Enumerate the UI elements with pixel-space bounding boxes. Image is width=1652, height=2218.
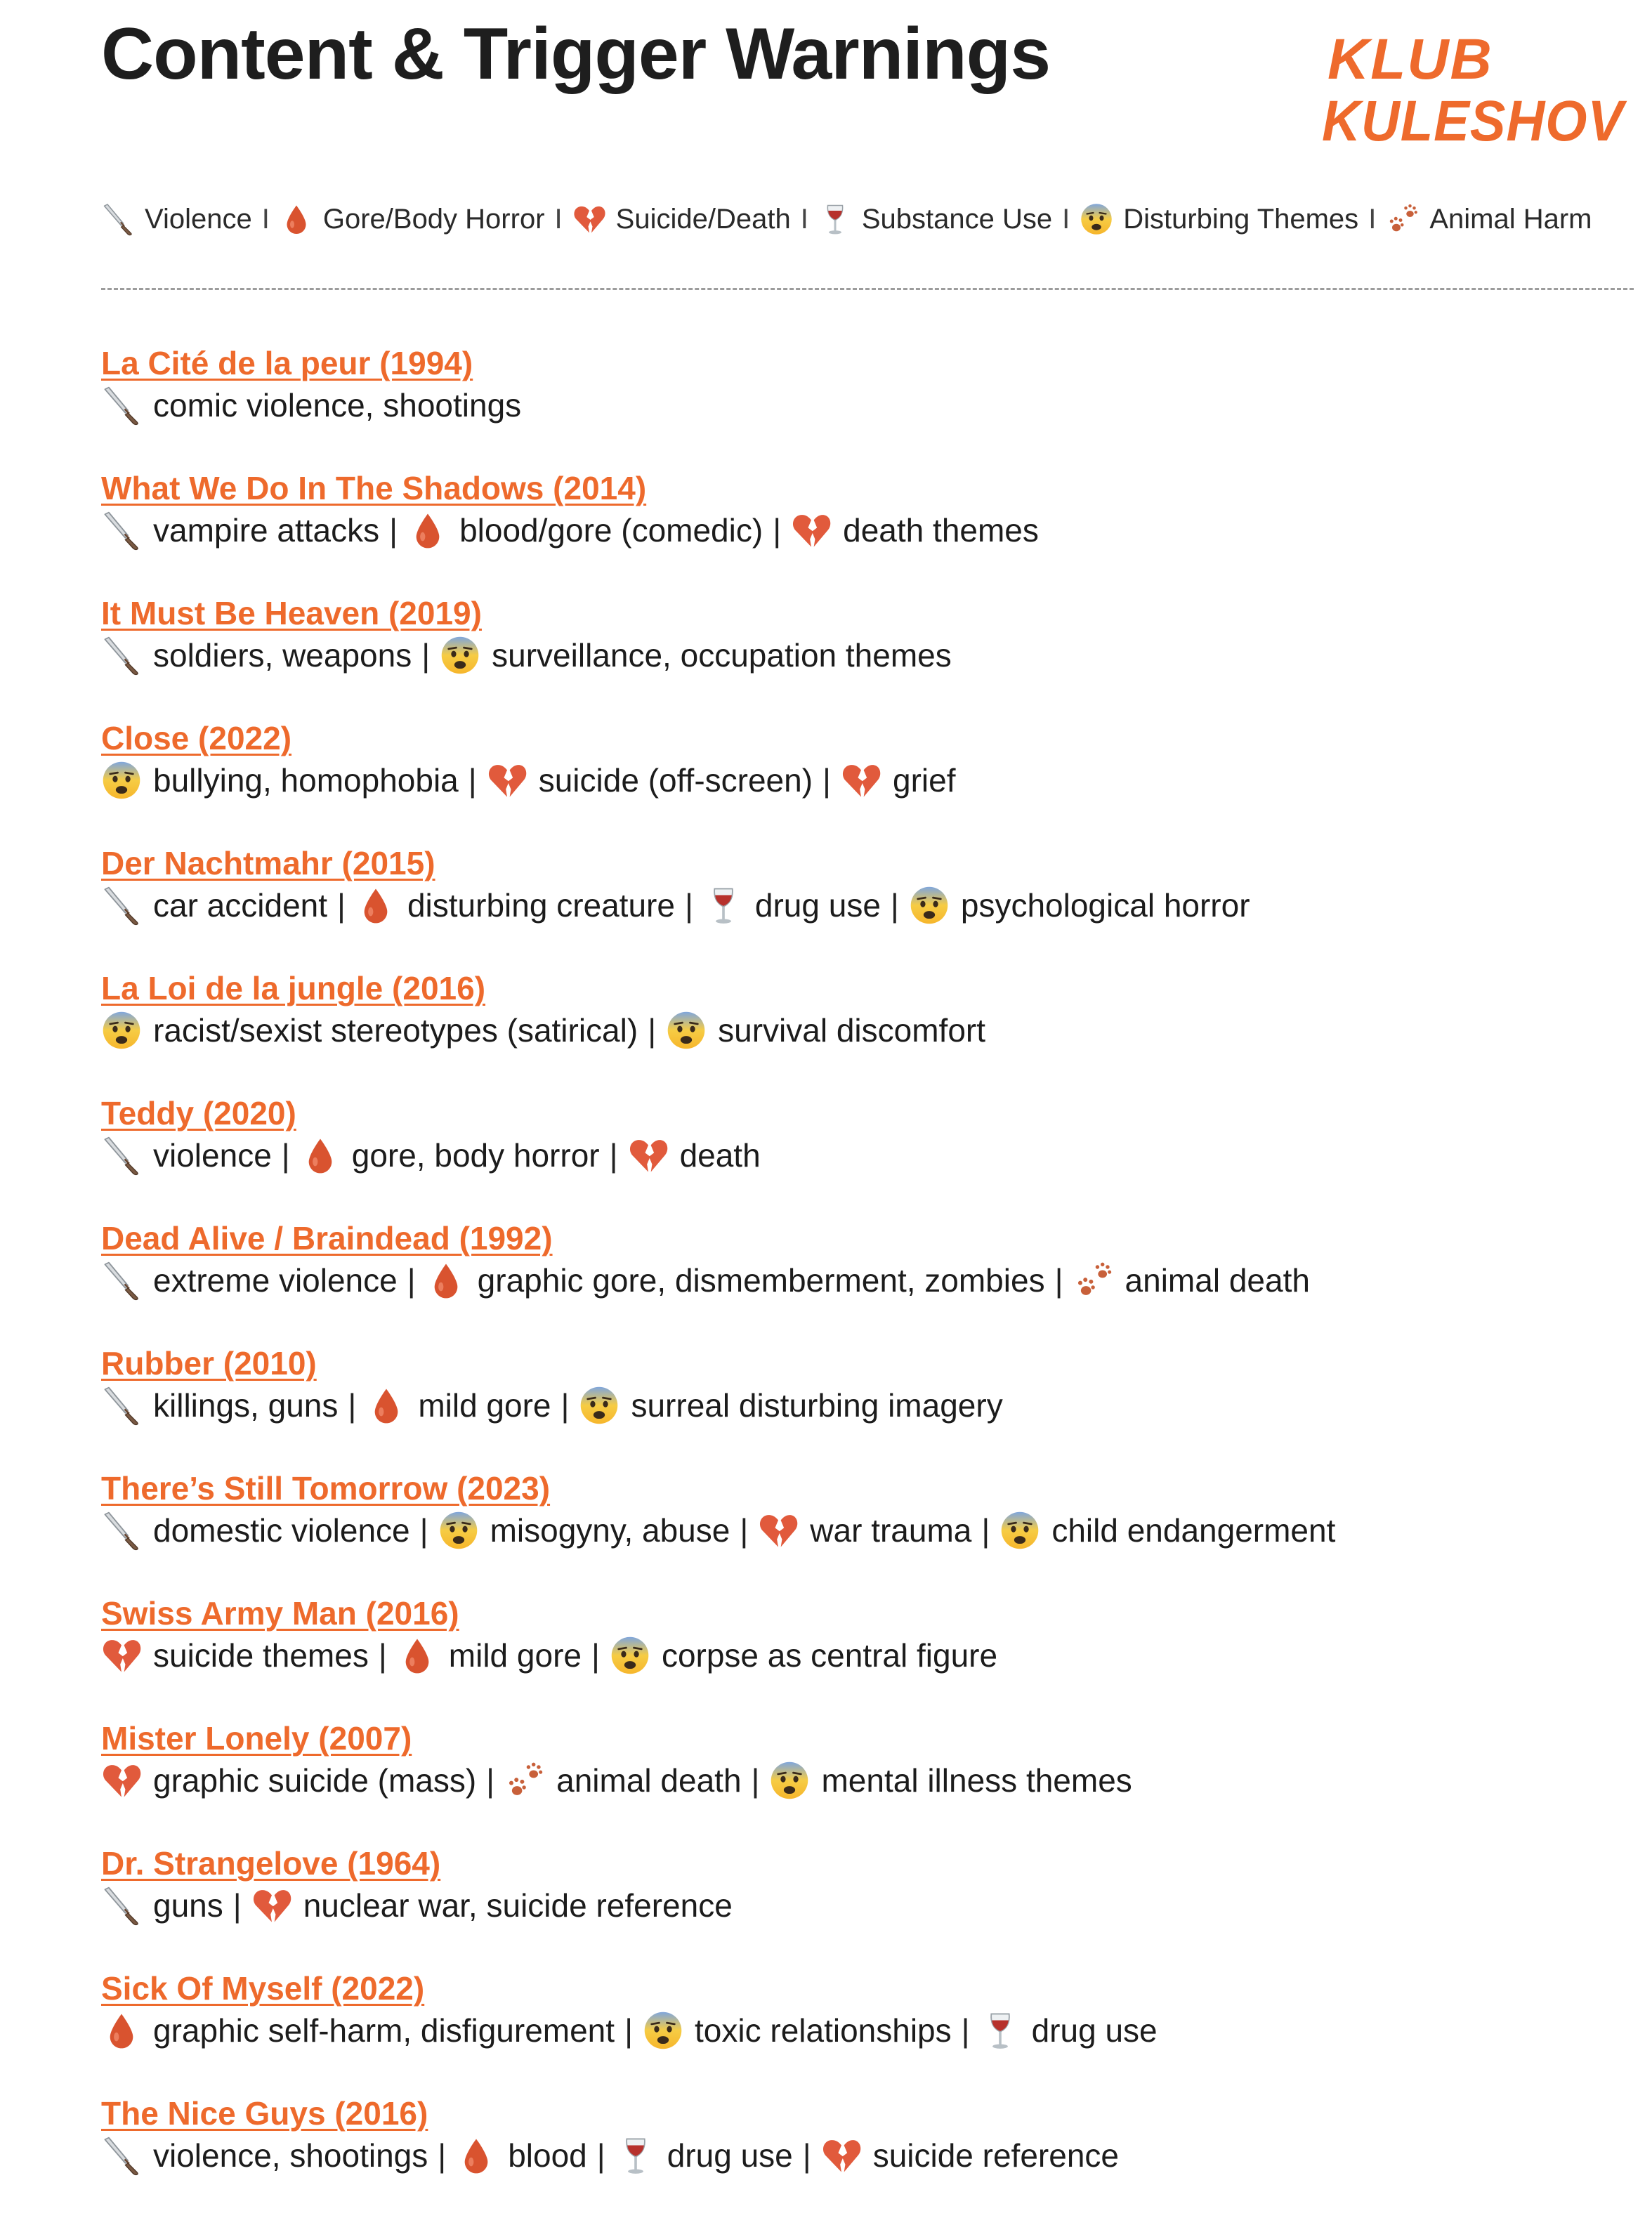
warning-text: car accident (153, 887, 328, 924)
warning-text: graphic gore, dismemberment, zombies (477, 1262, 1045, 1299)
separator: | (609, 1137, 618, 1174)
separator: | (596, 2137, 605, 2174)
knife-icon (101, 1385, 142, 1426)
film-title-link[interactable]: The Nice Guys (2016) (101, 2095, 428, 2132)
film-entry (101, 1593, 1632, 1718)
warning-item (101, 1635, 369, 1676)
knife-icon (101, 1510, 142, 1551)
fearful-face-icon (579, 1385, 620, 1426)
broken-heart-icon (791, 510, 832, 551)
fearful-face-icon (769, 1760, 810, 1801)
film-entry (101, 1968, 1632, 2093)
film-title-link[interactable]: It Must Be Heaven (2019) (101, 595, 482, 631)
warning-text: mild gore (418, 1387, 551, 1424)
separator: I (261, 203, 270, 235)
warning-text: bullying, homophobia (153, 762, 459, 799)
warning-item (101, 635, 412, 676)
warning-text: mild gore (448, 1637, 582, 1674)
separator: | (591, 1637, 600, 1674)
warning-text: violence (153, 1137, 272, 1174)
blood-drop-icon (355, 885, 396, 926)
separator: | (981, 1512, 990, 1549)
broken-heart-icon (487, 760, 527, 801)
film-entry (101, 1843, 1632, 1968)
film-title-link[interactable]: Sick Of Myself (2022) (101, 1970, 425, 2007)
warning-text: suicide reference (872, 2137, 1119, 2174)
legend-item (101, 202, 252, 236)
page-title: Content & Trigger Warnings (101, 13, 1051, 95)
warnings-row (101, 1634, 1632, 1677)
separator: | (486, 1762, 495, 1799)
broken-heart-icon (251, 1885, 292, 1926)
warning-item (426, 1260, 1045, 1301)
warning-text: psychological horror (960, 887, 1250, 924)
warning-text: comic violence, shootings (153, 387, 522, 424)
warning-item (101, 760, 459, 801)
warnings-row (101, 1509, 1632, 1552)
wine-glass-icon (980, 2010, 1021, 2051)
film-title-link[interactable]: Teddy (2020) (101, 1095, 296, 1131)
warning-text: extreme violence (153, 1262, 398, 1299)
logo-line-2: KULESHOV (1322, 89, 1627, 149)
fearful-face-icon (1080, 202, 1113, 236)
separator: | (751, 1762, 760, 1799)
fearful-face-icon (909, 885, 950, 926)
film-entry (101, 1343, 1632, 1468)
separator: | (337, 887, 346, 924)
warning-item (999, 1510, 1335, 1551)
warning-text: graphic self-harm, disfigurement (153, 2012, 615, 2049)
fearful-face-icon (101, 760, 142, 801)
separator: | (773, 512, 782, 549)
warning-text: gore, body horror (351, 1137, 600, 1174)
film-title-link[interactable]: Rubber (2010) (101, 1345, 317, 1382)
warning-text: surreal disturbing imagery (631, 1387, 1003, 1424)
warning-item (610, 1635, 997, 1676)
film-title-link[interactable]: There’s Still Tomorrow (2023) (101, 1470, 551, 1507)
fearful-face-icon (440, 635, 480, 676)
separator: | (890, 887, 899, 924)
legend-label: Violence (145, 203, 252, 235)
warning-item (841, 760, 955, 801)
separator: | (802, 2137, 811, 2174)
knife-icon (101, 635, 142, 676)
warning-text: disturbing creature (407, 887, 675, 924)
film-entry (101, 343, 1632, 468)
warning-item (397, 1635, 582, 1676)
separator: | (468, 762, 477, 799)
warning-text: suicide themes (153, 1637, 369, 1674)
film-list (101, 343, 1632, 2218)
blood-drop-icon (426, 1260, 466, 1301)
separator: | (961, 2012, 970, 2049)
warning-text: nuclear war, suicide reference (303, 1887, 733, 1924)
warning-item (101, 1260, 398, 1301)
warning-text: domestic violence (153, 1512, 410, 1549)
warning-item (438, 1510, 730, 1551)
warning-item (355, 885, 675, 926)
blood-drop-icon (280, 202, 313, 236)
film-title-link[interactable]: Dead Alive / Braindead (1992) (101, 1220, 553, 1256)
blood-drop-icon (456, 2135, 497, 2176)
broken-heart-icon (572, 202, 606, 236)
separator: | (822, 762, 831, 799)
warning-item (251, 1885, 733, 1926)
warning-item (101, 1885, 223, 1926)
legend-label: Disturbing Themes (1123, 203, 1359, 235)
film-entry (101, 468, 1632, 593)
warning-text: death themes (843, 512, 1039, 549)
warning-text: vampire attacks (153, 512, 380, 549)
warning-item (101, 1510, 410, 1551)
film-title-link[interactable]: La Cité de la peur (1994) (101, 345, 473, 381)
broken-heart-icon (101, 1635, 142, 1676)
warning-text: graphic suicide (mass) (153, 1762, 477, 1799)
warning-item (666, 1010, 985, 1051)
blood-drop-icon (101, 2010, 142, 2051)
fearful-face-icon (999, 1510, 1040, 1551)
warning-item (366, 1385, 551, 1426)
warnings-row (101, 508, 1632, 552)
klub-kuleshov-logo (1320, 22, 1630, 149)
wine-glass-icon (703, 885, 744, 926)
film-entry (101, 1718, 1632, 1843)
warning-text: suicide (off-screen) (538, 762, 813, 799)
paw-prints-icon (1073, 1260, 1114, 1301)
legend-item (280, 202, 545, 236)
legend-label: Suicide/Death (615, 203, 791, 235)
legend-label: Substance Use (861, 203, 1053, 235)
film-title-link[interactable]: La Loi de la jungle (2016) (101, 970, 486, 1006)
warning-text: misogyny, abuse (490, 1512, 730, 1549)
warning-item (791, 510, 1039, 551)
warning-item (703, 885, 881, 926)
logo-line-1: KLUB (1328, 27, 1493, 91)
separator: | (407, 1262, 416, 1299)
warning-item (769, 1760, 1132, 1801)
warnings-row (101, 1759, 1632, 1802)
warning-item (628, 1135, 761, 1176)
knife-icon (101, 1135, 142, 1176)
separator: | (419, 1512, 428, 1549)
warning-text: mental illness themes (821, 1762, 1132, 1799)
warning-item (407, 510, 763, 551)
warning-item (456, 2135, 587, 2176)
knife-icon (101, 510, 142, 551)
warnings-row (101, 1009, 1632, 1052)
fearful-face-icon (610, 1635, 650, 1676)
warning-item (980, 2010, 1158, 2051)
separator: I (1062, 203, 1070, 235)
warning-text: blood (508, 2137, 587, 2174)
film-entry (101, 718, 1632, 843)
legend-item (1080, 202, 1358, 236)
warning-item (101, 1385, 338, 1426)
knife-icon (101, 202, 135, 236)
knife-icon (101, 885, 142, 926)
warning-text: child endangerment (1051, 1512, 1336, 1549)
film-title-link[interactable]: Dr. Strangelove (1964) (101, 1845, 441, 1882)
separator: | (232, 1887, 242, 1924)
film-title-link[interactable]: Mister Lonely (2007) (101, 1720, 412, 1757)
broken-heart-icon (841, 760, 881, 801)
warnings-row (101, 1134, 1632, 1177)
warning-item (909, 885, 1250, 926)
separator: | (378, 1637, 387, 1674)
separator: | (438, 2137, 447, 2174)
warning-text: drug use (667, 2137, 793, 2174)
wine-glass-icon (615, 2135, 656, 2176)
legend-item (818, 202, 1052, 236)
warning-item (101, 2010, 615, 2051)
film-title-link[interactable]: Swiss Army Man (2016) (101, 1595, 459, 1632)
warning-item (101, 385, 521, 426)
dashed-divider (101, 288, 1634, 290)
film-entry (101, 1218, 1632, 1343)
knife-icon (101, 1260, 142, 1301)
warning-item (101, 1010, 638, 1051)
warning-text: surveillance, occupation themes (492, 637, 952, 674)
warning-text: guns (153, 1887, 223, 1924)
blood-drop-icon (366, 1385, 407, 1426)
separator: | (281, 1137, 290, 1174)
warning-item (821, 2135, 1119, 2176)
warnings-row (101, 884, 1632, 927)
knife-icon (101, 1885, 142, 1926)
legend-item (572, 202, 791, 236)
warnings-row (101, 1384, 1632, 1427)
film-entry (101, 968, 1632, 1093)
warning-text: soldiers, weapons (153, 637, 412, 674)
separator: | (624, 2012, 634, 2049)
film-entry (101, 1468, 1632, 1593)
warnings-row (101, 1884, 1632, 1927)
warning-item (504, 1760, 741, 1801)
film-entry (101, 593, 1632, 718)
warning-text: toxic relationships (695, 2012, 952, 2049)
film-title-link[interactable]: Der Nachtmahr (2015) (101, 845, 435, 881)
separator: | (740, 1512, 749, 1549)
warning-item (615, 2135, 793, 2176)
warnings-row (101, 759, 1632, 802)
fearful-face-icon (438, 1510, 479, 1551)
separator: | (560, 1387, 570, 1424)
warning-text: drug use (1031, 2012, 1158, 2049)
knife-icon (101, 2135, 142, 2176)
warning-item (579, 1385, 1002, 1426)
broken-heart-icon (758, 1510, 799, 1551)
warning-item (101, 2135, 428, 2176)
warning-text: blood/gore (comedic) (459, 512, 763, 549)
separator: I (1368, 203, 1377, 235)
wine-glass-icon (818, 202, 852, 236)
separator: I (554, 203, 563, 235)
warning-text: grief (892, 762, 956, 799)
fearful-face-icon (666, 1010, 707, 1051)
separator: | (421, 637, 431, 674)
warnings-row (101, 2134, 1632, 2177)
warning-item (101, 510, 379, 551)
warnings-row (101, 2009, 1632, 2052)
film-entry (101, 2093, 1632, 2218)
fearful-face-icon (101, 1010, 142, 1051)
separator: | (648, 1012, 657, 1049)
warning-text: war trauma (810, 1512, 972, 1549)
film-title-link[interactable]: What We Do In The Shadows (2014) (101, 470, 647, 506)
paw-prints-icon (1386, 202, 1420, 236)
film-entry (101, 1093, 1632, 1218)
film-title-link[interactable]: Close (2022) (101, 720, 292, 756)
warning-item (487, 760, 813, 801)
warning-item (758, 1510, 971, 1551)
warning-item (643, 2010, 952, 2051)
warning-text: racist/sexist stereotypes (satirical) (153, 1012, 638, 1049)
legend-item (1386, 202, 1592, 236)
separator: | (684, 887, 693, 924)
knife-icon (101, 385, 142, 426)
separator: | (1054, 1262, 1063, 1299)
blood-drop-icon (397, 1635, 438, 1676)
warning-text: death (679, 1137, 761, 1174)
broken-heart-icon (821, 2135, 862, 2176)
warning-text: survival discomfort (718, 1012, 986, 1049)
warning-item (300, 1135, 600, 1176)
warnings-row (101, 383, 1632, 427)
warning-text: drug use (754, 887, 881, 924)
broken-heart-icon (628, 1135, 669, 1176)
separator: | (348, 1387, 357, 1424)
warning-text: violence, shootings (153, 2137, 428, 2174)
blood-drop-icon (300, 1135, 341, 1176)
warning-text: animal death (1125, 1262, 1310, 1299)
separator: I (800, 203, 808, 235)
warning-item (101, 885, 327, 926)
legend-label: Gore/Body Horror (322, 203, 545, 235)
separator: | (389, 512, 398, 549)
warning-item (101, 1135, 272, 1176)
warning-text: killings, guns (153, 1387, 339, 1424)
warnings-row (101, 634, 1632, 677)
warning-item (1073, 1260, 1310, 1301)
film-entry (101, 843, 1632, 968)
warning-item (440, 635, 952, 676)
legend-label: Animal Harm (1429, 203, 1592, 235)
paw-prints-icon (504, 1760, 545, 1801)
warning-item (101, 1760, 476, 1801)
icon-legend (101, 198, 1592, 240)
warning-text: animal death (556, 1762, 742, 1799)
warnings-row (101, 1259, 1632, 1302)
blood-drop-icon (407, 510, 448, 551)
broken-heart-icon (101, 1760, 142, 1801)
fearful-face-icon (643, 2010, 683, 2051)
warning-text: corpse as central figure (661, 1637, 998, 1674)
